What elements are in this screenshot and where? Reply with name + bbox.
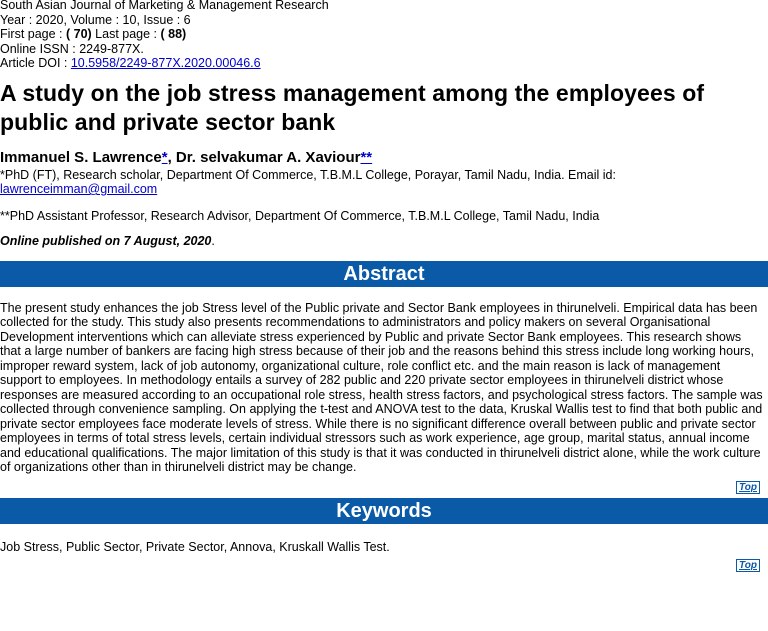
doi-label: Article DOI : (0, 56, 71, 70)
author-separator: , (167, 148, 176, 166)
abstract-text: The present study enhances the job Stress level of the Public private and Sector Bank employees in thirunelveli. Empirical data has been collected for the study. This study also presents recommendations to administrators and policy makers on several Organisational Development interventions which can alleviate stress experienced by Public and private Sector Bank employees. This research shows that a large number of bankers are facing high stress because of their job and the reasons behind this stress include long working hours, improper reward system, lack of job autonomy, organizational culture, role conflict etc. and the main reason is lack of management support to employees. In methodology entails a survey of 282 public and 220 private sector employees in thirunelveli district whose responses are measured according to an occupational role stress, health stress factors, and psychological stress factors. The sample was collected through convenience sampling. On applying the t-test and ANOVA test to the data, Kruskal Wallis test to find that both public and private sector employees face moderate levels of stress. While there is no significant difference overall between public and private sector employees in terms of total stress levels, certain individual stressors such as work experience, age group, marital status, annual income and educational qualifications. The major limitation of this study is that it was conducted in thirunelveli district alone, while the work culture of organizations other than in thirunelveli district may be change. (0, 300, 763, 474)
page-range (0, 27, 768, 42)
top-link-row-bottom (0, 557, 768, 572)
last-page-value: ( 88) (160, 27, 187, 41)
publication-date-text: Online published on 7 August, 2020 (0, 234, 212, 248)
author-2: Dr. selvakumar A. Xaviour (175, 148, 361, 166)
journal-name: South Asian Journal of Marketing & Management Research (0, 0, 329, 12)
affiliation-1 (0, 168, 768, 197)
article-title: A study on the job stress management among the employees of public and private sector bank (0, 79, 705, 135)
author-1-footnote-link[interactable]: * (161, 148, 168, 166)
author-2-footnote-link[interactable]: ** (360, 148, 373, 166)
affiliation-1-text: *PhD (FT), Research scholar, Department Of Commerce, T.B.M.L College, Porayar, Tamil Nadu, India. Email id: (0, 167, 616, 182)
volume-line: Year : 2020, Volume : 10, Issue : 6 (0, 12, 191, 27)
author-line (0, 149, 768, 167)
top-link-row (0, 479, 768, 493)
first-page-label: First page : (0, 27, 66, 41)
author-1: Immanuel S. Lawrence (0, 148, 162, 166)
doi-line (0, 56, 768, 71)
publication-date-period: . (211, 234, 215, 248)
issn-line: Online ISSN : 2249-877X. (0, 41, 144, 56)
abstract-heading: Abstract (0, 261, 768, 287)
first-page-value: ( 70) (66, 27, 92, 41)
top-link-button[interactable]: Top (736, 481, 760, 494)
affiliation-2: **PhD Assistant Professor, Research Advisor, Department Of Commerce, T.B.M.L College, Tamil Nadu, India (0, 208, 600, 223)
publication-date (0, 234, 768, 249)
top-link-button-bottom[interactable]: Top (736, 559, 760, 572)
article-metadata (0, 0, 768, 71)
author-email-link[interactable]: lawrenceimman@gmail.com (0, 182, 158, 196)
doi-link[interactable]: 10.5958/2249-877X.2020.00046.6 (70, 56, 261, 70)
keywords-text: Job Stress, Public Sector, Private Sector, Annova, Kruskall Wallis Test. (0, 539, 390, 554)
last-page-label: Last page : (91, 27, 161, 41)
keywords-heading: Keywords (0, 498, 768, 524)
